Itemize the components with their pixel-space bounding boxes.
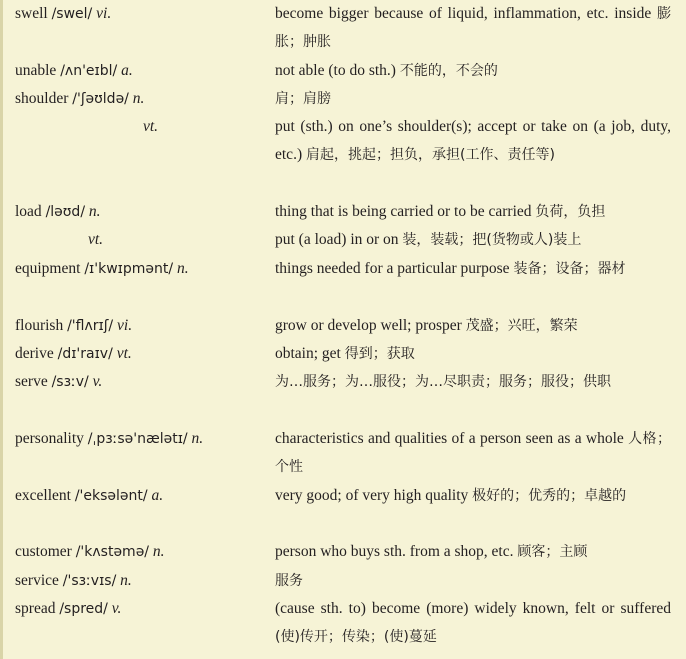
- definition-en: obtain; get: [275, 345, 341, 362]
- headword: [15, 595, 270, 623]
- part-of-speech: vi.: [96, 5, 112, 22]
- part-of-speech: n.: [88, 203, 101, 220]
- definition-cn: 膨胀；肿胀: [275, 6, 671, 50]
- definition-cn: 人格；个性: [275, 431, 672, 475]
- phonetic: /ˌpɜːsə'nælətɪ/: [87, 431, 188, 447]
- definition: [275, 226, 671, 254]
- part-of-speech: a.: [121, 62, 133, 79]
- headword: [15, 567, 270, 595]
- phonetic: /dɪ'raɪv/: [57, 346, 113, 362]
- phonetic: /'kʌstəmə/: [75, 544, 150, 560]
- definition-cn: 茂盛；兴旺，繁荣: [465, 318, 578, 334]
- definition-en: not able (to do sth.): [275, 62, 396, 79]
- definition-cn: 负荷，负担: [535, 204, 606, 220]
- word-text: load: [15, 203, 42, 220]
- definition-en: (cause sth. to) become (more) widely known, felt or suffered: [275, 600, 671, 617]
- phonetic: /'sɜːvɪs/: [62, 573, 117, 589]
- phonetic: /ləʊd/: [45, 204, 86, 220]
- part-of-speech: n.: [132, 90, 145, 107]
- phonetic: /'ʃəʊldə/: [72, 91, 129, 107]
- definition: [275, 368, 671, 396]
- word-text: derive: [15, 345, 54, 362]
- definition: [275, 312, 671, 340]
- word-text: spread: [15, 600, 56, 617]
- headword: [15, 57, 270, 85]
- definition: [275, 255, 671, 283]
- definition-en: grow or develop well; prosper: [275, 317, 462, 334]
- definition-cn: 服务: [275, 573, 303, 589]
- definition-cn: 肩起，挑起；担负，承担(工作、责任等): [305, 147, 555, 163]
- definition: [275, 482, 671, 510]
- definition-en: characteristics and qualities of a person seen as a whole: [275, 430, 624, 447]
- headword: [15, 312, 270, 340]
- definition-cn: 得到；获取: [344, 346, 415, 362]
- part-of-speech: vt.: [143, 118, 159, 135]
- word-text: excellent: [15, 487, 71, 504]
- definition: [275, 198, 671, 226]
- definition: [275, 567, 671, 595]
- definition-cn: 顾客；主顾: [517, 544, 588, 560]
- definition-cn: (使)传开；传染；(使)蔓延: [275, 629, 437, 645]
- definition-en: person who buys sth. from a shop, etc.: [275, 543, 514, 560]
- word-text: equipment: [15, 260, 81, 277]
- word-text: unable: [15, 62, 57, 79]
- definition-en: become bigger because of liquid, inflammation, etc. inside: [275, 5, 652, 22]
- definition: [275, 113, 671, 169]
- phonetic: /'eksələnt/: [74, 488, 148, 504]
- part-of-speech: vt.: [116, 345, 132, 362]
- word-text: service: [15, 572, 59, 589]
- word-text: flourish: [15, 317, 64, 334]
- headword: [15, 340, 270, 368]
- part-of-speech: a.: [151, 487, 164, 504]
- definition-en: things needed for a particular purpose: [275, 260, 510, 277]
- definition-cn: 不能的，不会的: [399, 63, 498, 79]
- headword: [15, 482, 270, 510]
- headword: [15, 368, 270, 396]
- phonetic: /swel/: [51, 6, 93, 22]
- definition: [275, 0, 671, 56]
- part-of-speech: n.: [120, 572, 132, 589]
- word-text: serve: [15, 373, 48, 390]
- phonetic: /ʌn'eɪbl/: [60, 63, 118, 79]
- definition-en: thing that is being carried or to be carried: [275, 203, 532, 220]
- definition: [275, 57, 671, 85]
- word-text: personality: [15, 430, 84, 447]
- definition-cn: 肩；肩膀: [275, 91, 331, 107]
- word-text: shoulder: [15, 90, 69, 107]
- definition-en: put (a load) in or on: [275, 231, 399, 248]
- definition-en: put (sth.) on one’s shoulder(s); accept or take on (a job, duty, etc.): [275, 118, 671, 163]
- headword: [0, 226, 270, 254]
- definition: [275, 85, 671, 113]
- definition: [275, 340, 671, 368]
- headword: [15, 0, 270, 28]
- phonetic: /spred/: [59, 601, 108, 617]
- definition: [275, 538, 671, 566]
- definition: [275, 425, 671, 481]
- definition: [275, 595, 671, 651]
- headword: [15, 255, 270, 283]
- part-of-speech: n.: [152, 543, 165, 560]
- definition-cn: 装备；设备；器材: [513, 261, 626, 277]
- phonetic: /'flʌrɪʃ/: [67, 318, 114, 334]
- word-text: swell: [15, 5, 48, 22]
- part-of-speech: v.: [111, 600, 122, 617]
- phonetic: /sɜːv/: [51, 374, 89, 390]
- headword: [15, 425, 270, 453]
- definition-cn: 装，装载；把(货物或人)装上: [402, 232, 582, 248]
- headword: [15, 85, 270, 113]
- headword: [0, 113, 270, 141]
- part-of-speech: vt.: [88, 231, 104, 248]
- part-of-speech: n.: [191, 430, 204, 447]
- definition-en: very good; of very high quality: [275, 487, 469, 504]
- headword: [15, 198, 270, 226]
- phonetic: /ɪ'kwɪpmənt/: [84, 261, 174, 277]
- word-text: customer: [15, 543, 72, 560]
- definition-cn: 极好的；优秀的；卓越的: [472, 488, 627, 504]
- definition-cn: 为…服务；为…服役；为…尽职责；服务；服役；供职: [275, 374, 611, 390]
- part-of-speech: n.: [176, 260, 189, 277]
- part-of-speech: v.: [92, 373, 103, 390]
- part-of-speech: vi.: [117, 317, 133, 334]
- headword: [15, 538, 270, 566]
